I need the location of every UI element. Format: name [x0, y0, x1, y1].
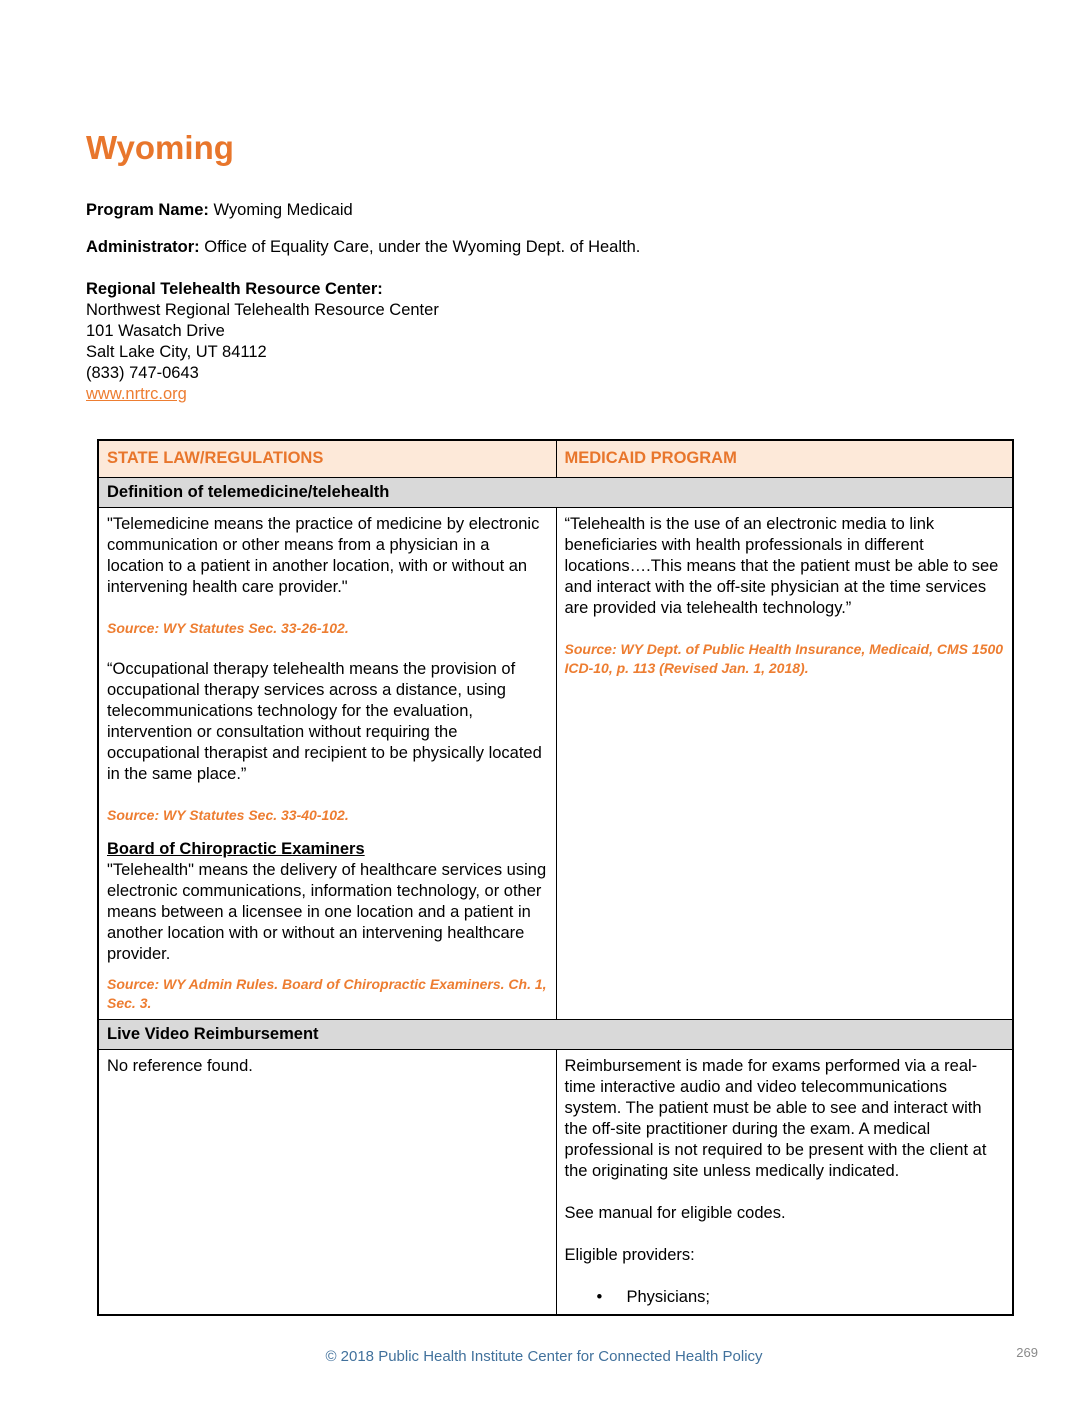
resource-center-address: 101 Wasatch Drive: [86, 322, 225, 340]
administrator-value: Office of Equality Care, under the Wyoming Dept. of Health.: [199, 238, 641, 256]
program-name-value: Wyoming Medicaid: [208, 201, 353, 219]
section-row-definition: [98, 477, 1013, 507]
section-title-live-video: Live Video Reimbursement: [98, 1019, 1013, 1049]
live-video-state-law-cell: [98, 1049, 556, 1315]
administrator-label: Administrator:: [86, 238, 200, 256]
resource-center-city: Salt Lake City, UT 84112: [86, 343, 267, 361]
list-item-text: • Physicians;: [626, 1287, 710, 1306]
nrtrc-link[interactable]: www.nrtrc.org: [86, 385, 187, 403]
table-header-row: [98, 440, 1013, 477]
section-row-live-video: [98, 1019, 1013, 1049]
administrator-line: [86, 237, 1012, 258]
column-header-state-law: STATE LAW/REGULATIONS: [98, 440, 556, 477]
resource-center-phone: (833) 747-0643: [86, 364, 199, 382]
content-row-live-video: [98, 1049, 1013, 1315]
paragraph: "Telemedicine means the practice of medicine by electronic communication or other means from a physician in a location to a patient in another location, with or without an intervening health care provider.": [107, 514, 540, 596]
list-item: [597, 1287, 1005, 1308]
resource-center-label: Regional Telehealth Resource Center:: [86, 280, 383, 298]
program-name-label: Program Name:: [86, 201, 209, 219]
source-citation: Source: WY Statutes Sec. 33-40-102.: [107, 806, 349, 823]
paragraph: "Telehealth" means the delivery of healthcare services using electronic communications, information technology, or other means between a licensee in one location and a patient in another location with or without an intervening healthcare provider.: [107, 860, 547, 963]
section-title-definition: Definition of telemedicine/telehealth: [98, 477, 1013, 507]
policy-table: [97, 439, 1014, 1316]
definition-state-law-cell: [98, 507, 556, 1019]
page-title: Wyoming: [86, 129, 234, 166]
program-name-line: [86, 200, 1012, 221]
footer-copyright: © 2018 Public Health Institute Center for Connected Health Policy: [325, 1348, 763, 1365]
source-citation: Source: WY Admin Rules. Board of Chiropractic Examiners. Ch. 1, Sec. 3.: [107, 975, 547, 1011]
column-header-medicaid-program: MEDICAID PROGRAM: [556, 440, 1013, 477]
paragraph: No reference found.: [107, 1056, 253, 1075]
resource-center-block: [86, 279, 1012, 405]
paragraph: Reimbursement is made for exams performed via a real-time interactive audio and video telecommunications system. The patient must be able to see and interact with the off-site practitioner during the exam. A medical professional is not required to be present with the client at the originating site unless medically indicated.: [564, 1056, 987, 1180]
page-number: 269: [1016, 1345, 1038, 1360]
source-citation: Source: WY Statutes Sec. 33-26-102.: [107, 619, 349, 636]
paragraph: “Occupational therapy telehealth means the provision of occupational therapy services across a distance, using telecommunications technology for the evaluation, intervention or consultation without requiring the occupational therapist and recipient to be physically located in the same place.”: [107, 659, 542, 783]
paragraph: “Telehealth is the use of an electronic media to link beneficiaries with health professionals in different locations….This means that the patient must be able to see and interact with the off-site physician at the time services are provided via telehealth technology.”: [564, 514, 999, 617]
paragraph: See manual for eligible codes.: [564, 1203, 786, 1222]
paragraph: Eligible providers:: [564, 1245, 695, 1264]
cell-subheading: Board of Chiropractic Examiners: [107, 839, 365, 858]
definition-medicaid-cell: [556, 507, 1013, 1019]
source-citation: Source: WY Dept. of Public Health Insurance, Medicaid, CMS 1500 ICD-10, p. 113 (Revised Jan. 1, 2018).: [564, 640, 1004, 676]
resource-center-name: Northwest Regional Telehealth Resource Center: [86, 301, 439, 319]
live-video-medicaid-cell: [556, 1049, 1013, 1315]
content-row-definition: [98, 507, 1013, 1019]
